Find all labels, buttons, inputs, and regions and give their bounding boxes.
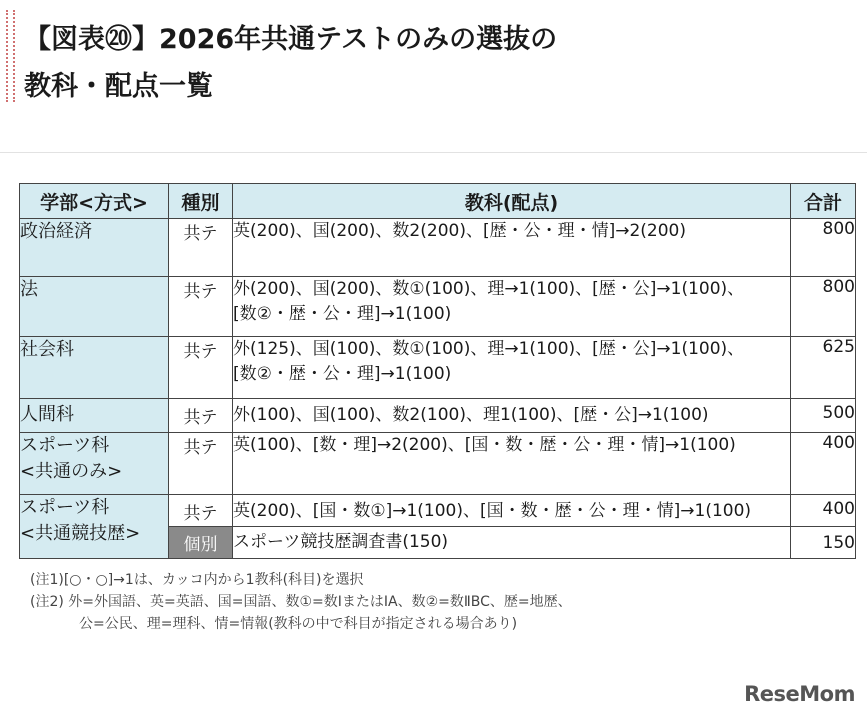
header-total: 合計 xyxy=(791,184,856,219)
row-total: 625 xyxy=(791,337,856,399)
row-total: 800 xyxy=(791,219,856,277)
row-total: 400 xyxy=(791,495,856,527)
subjects-table xyxy=(19,183,856,559)
title-marker xyxy=(6,10,15,102)
row-kind-individual: 個別 xyxy=(169,527,233,559)
header-subjects: 教科(配点) xyxy=(233,184,791,219)
page-title-line-2: 教科・配点一覧 xyxy=(24,71,213,102)
row-kind: 共テ xyxy=(169,337,233,399)
table-row xyxy=(20,219,856,277)
row-dept: 社会科 xyxy=(20,337,169,399)
header-kind: 種別 xyxy=(169,184,233,219)
resemom-logo: ReseMom xyxy=(744,682,855,706)
row-subjects: 外(200)、国(200)、数①(100)、理→1(100)、[歴・公]→1(100)、 [数②・歴・公・理]→1(100) xyxy=(233,277,791,337)
row-kind: 共テ xyxy=(169,433,233,495)
footnotes xyxy=(30,569,572,635)
row-subjects: 英(200)、[国・数①]→1(100)、[国・数・歴・公・理・情]→1(100) xyxy=(233,495,791,527)
row-subjects: スポーツ競技歴調査書(150) xyxy=(233,527,791,559)
note-1: (注1)[○・○]→1は、カッコ内から1教科(科目)を選択 xyxy=(30,572,364,588)
row-kind: 共テ xyxy=(169,219,233,277)
row-dept: 人間科 xyxy=(20,399,169,433)
note-2-continued: 公=公民、理=理科、情=情報(教科の中で科目が指定される場合あり) xyxy=(79,616,518,632)
table-row xyxy=(20,337,856,399)
row-total: 150 xyxy=(791,527,856,559)
divider xyxy=(0,152,867,153)
row-total: 500 xyxy=(791,399,856,433)
row-subjects: 英(200)、国(200)、数2(200)、[歴・公・理・情]→2(200) xyxy=(233,219,791,277)
table-header-row xyxy=(20,184,856,219)
row-dept: 政治経済 xyxy=(20,219,169,277)
page-title-line-1: 【図表⑳】2026年共通テストのみの選抜の xyxy=(24,24,558,55)
row-kind: 共テ xyxy=(169,277,233,337)
row-total: 400 xyxy=(791,433,856,495)
row-subjects: 英(100)、[数・理]→2(200)、[国・数・歴・公・理・情]→1(100) xyxy=(233,433,791,495)
row-subjects: 外(125)、国(100)、数①(100)、理→1(100)、[歴・公]→1(100)、 [数②・歴・公・理]→1(100) xyxy=(233,337,791,399)
row-subjects: 外(100)、国(100)、数2(100)、理1(100)、[歴・公]→1(100) xyxy=(233,399,791,433)
row-dept: スポーツ科 <共通のみ> xyxy=(20,433,169,495)
row-total: 800 xyxy=(791,277,856,337)
row-dept: 法 xyxy=(20,277,169,337)
row-kind: 共テ xyxy=(169,399,233,433)
row-kind: 共テ xyxy=(169,495,233,527)
table-row xyxy=(20,495,856,527)
table-row xyxy=(20,277,856,337)
table-row xyxy=(20,433,856,495)
header-dept: 学部<方式> xyxy=(20,184,169,219)
table-row xyxy=(20,399,856,433)
row-dept: スポーツ科 <共通競技歴> xyxy=(20,495,169,559)
note-2: (注2) 外=外国語、英=英語、国=国語、数①=数ⅠまたはⅠA、数②=数ⅡBC、歴=地歴、 xyxy=(30,594,572,610)
